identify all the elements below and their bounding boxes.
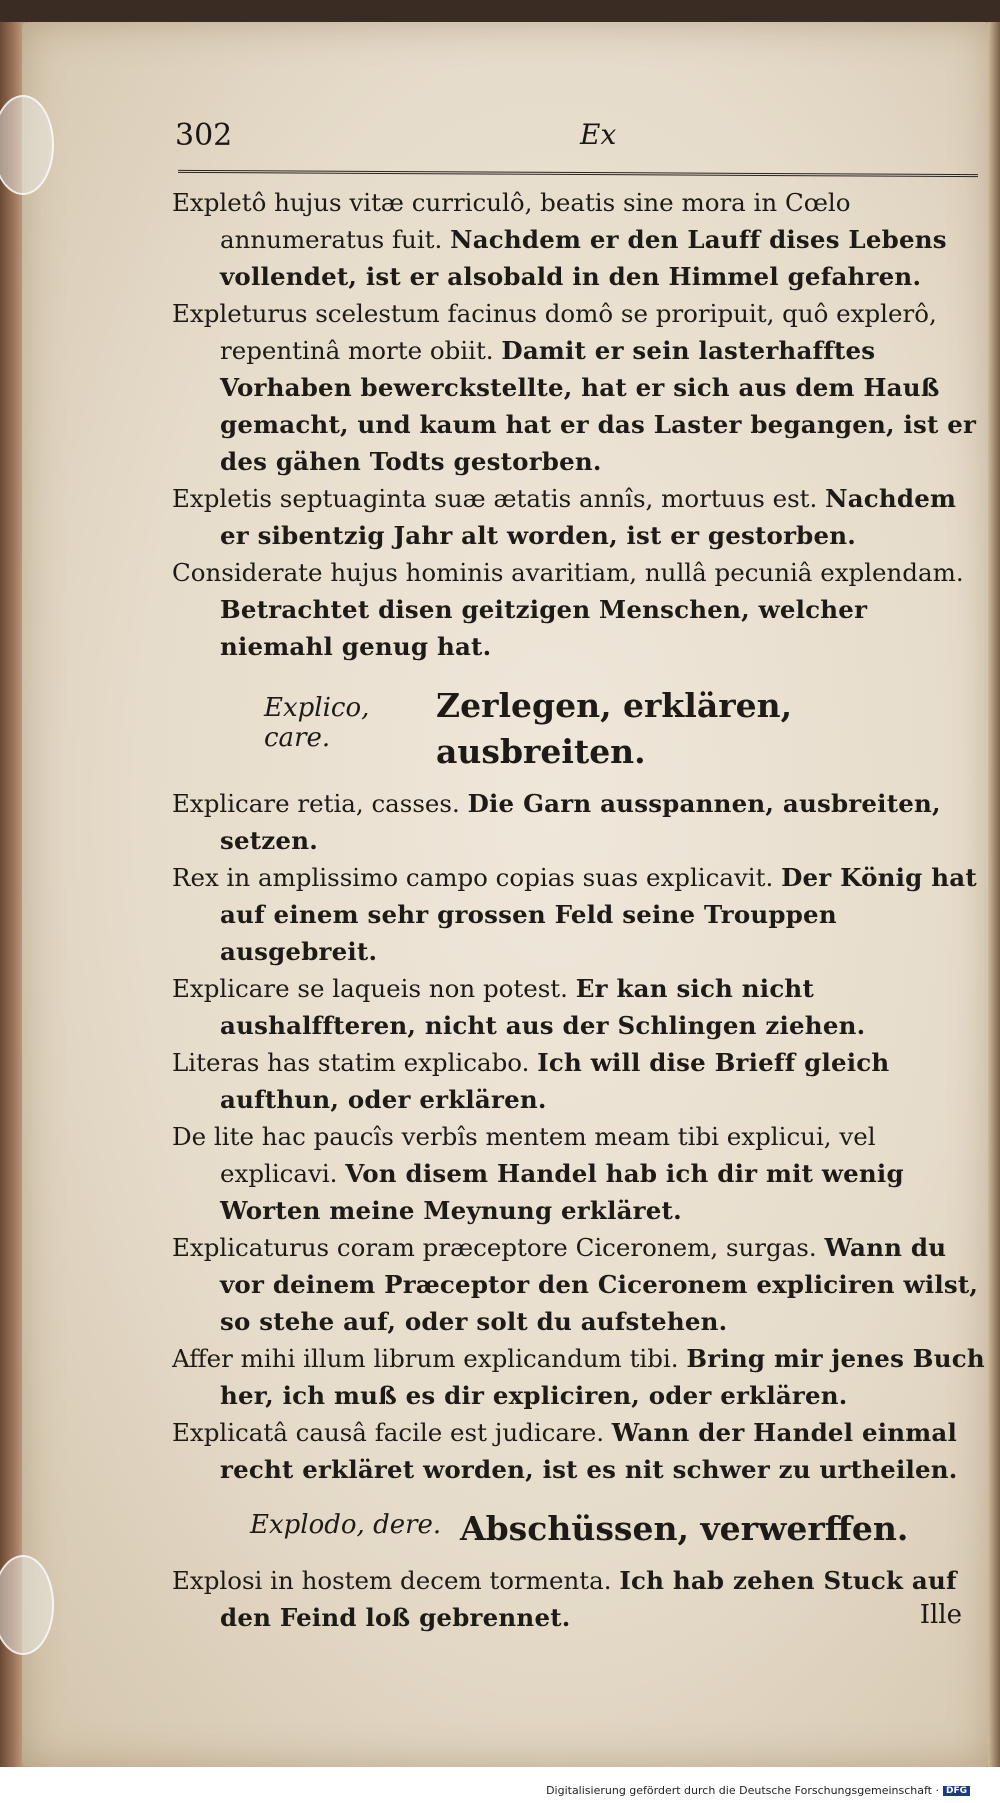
lemma-latin: Explico, care. bbox=[264, 693, 370, 753]
entry-latin: Rex in amplissimo campo copias suas explicavit. bbox=[172, 863, 774, 892]
entry-latin: Explicatâ causâ facile est judicare. bbox=[172, 1418, 604, 1447]
entries-top bbox=[172, 184, 986, 665]
entry-german: Damit er sein lasterhafftes Vorhaben bewerckstellte, hat er sich aus dem Hauß gemacht, und kaum hat er das Laster begangen, ist er des gähen Todts gestorben. bbox=[220, 336, 977, 476]
page-number: 302 bbox=[175, 118, 233, 153]
dictionary-entry bbox=[172, 859, 986, 970]
digitization-credit bbox=[546, 1784, 970, 1797]
entry-latin: Expleturus scelestum facinus domô se proripuit, quô explerô, repentinâ morte obiit. bbox=[172, 299, 937, 365]
entry-latin: Explicare se laqueis non potest. bbox=[172, 974, 568, 1003]
entry-latin: Expletô hujus vitæ curriculô, beatis sine mora in Cœlo annumeratus fuit. bbox=[172, 188, 851, 254]
entry-german: Der König hat auf einem sehr grossen Feld seine Trouppen ausgebreit. bbox=[220, 863, 977, 966]
dictionary-entry bbox=[172, 295, 986, 480]
entry-latin: Considerate hujus hominis avaritiam, nullâ pecuniâ explendam. bbox=[172, 558, 964, 587]
dictionary-entry bbox=[172, 785, 986, 859]
running-header bbox=[175, 118, 985, 154]
entries-explico bbox=[172, 785, 986, 1488]
lemma-latin: Explodo, dere. bbox=[250, 1510, 442, 1540]
entry-german: Wann du vor deinem Præceptor den Ciceronem expliciren wilst, so stehe auf, oder solt du aufstehen. bbox=[220, 1233, 979, 1336]
credit-text: Digitalisierung gefördert durch die Deutsche Forschungsgemeinschaft · bbox=[546, 1784, 939, 1797]
catchword: Ille bbox=[919, 1600, 962, 1630]
entries-explodo bbox=[172, 1562, 986, 1636]
running-head: Ex bbox=[580, 118, 617, 151]
dictionary-entry bbox=[172, 1229, 986, 1340]
dfg-logo: DFG bbox=[943, 1786, 970, 1796]
lemma-explodo bbox=[172, 1506, 986, 1552]
entry-german: Nachdem er sibentzig Jahr alt worden, ist er gestorben. bbox=[220, 484, 957, 550]
dictionary-entry bbox=[172, 554, 986, 665]
dictionary-entry bbox=[172, 1562, 986, 1636]
entry-latin: Expletis septuaginta suæ ætatis annîs, mortuus est. bbox=[172, 484, 818, 513]
entry-german: Bring mir jenes Buch her, ich muß es dir expliciren, oder erklären. bbox=[220, 1344, 985, 1410]
dictionary-entry bbox=[172, 1044, 986, 1118]
entry-latin: Affer mihi illum librum explicandum tibi. bbox=[172, 1344, 679, 1373]
entry-latin: Explicare retia, casses. bbox=[172, 789, 460, 818]
dictionary-entry bbox=[172, 184, 986, 295]
entry-german: Ich will dise Brieff gleich aufthun, oder erklären. bbox=[220, 1048, 890, 1114]
entry-german: Die Garn ausspannen, ausbreiten, setzen. bbox=[220, 789, 941, 855]
lemma-explico bbox=[172, 683, 986, 775]
entry-german: Ich hab zehen Stuck auf den Feind loß gebrennet. bbox=[220, 1566, 957, 1632]
dictionary-entry bbox=[172, 1340, 986, 1414]
entry-german: Nachdem er den Lauff dises Lebens vollendet, ist er alsobald in den Himmel gefahren. bbox=[220, 225, 947, 291]
entry-german: Von disem Handel hab ich dir mit wenig Worten meine Meynung erkläret. bbox=[220, 1159, 904, 1225]
page-edge bbox=[988, 22, 1000, 1767]
lemma-german: Zerlegen, erklären, ausbreiten. bbox=[436, 686, 793, 771]
entry-latin: Literas has statim explicabo. bbox=[172, 1048, 530, 1077]
page-text bbox=[172, 184, 986, 1636]
entry-latin: Explosi in hostem decem tormenta. bbox=[172, 1566, 612, 1595]
dictionary-entry bbox=[172, 970, 986, 1044]
dictionary-entry bbox=[172, 480, 986, 554]
entry-german: Wann der Handel einmal recht erkläret worden, ist es nit schwer zu urtheilen. bbox=[220, 1418, 958, 1484]
lemma-german: Abschüssen, verwerffen. bbox=[460, 1509, 909, 1548]
dictionary-entry bbox=[172, 1118, 986, 1229]
dictionary-entry bbox=[172, 1414, 986, 1488]
entry-german: Er kan sich nicht aushalffteren, nicht aus der Schlingen ziehen. bbox=[220, 974, 866, 1040]
entry-latin: Explicaturus coram præceptore Ciceronem, surgas. bbox=[172, 1233, 817, 1262]
entry-latin: De lite hac paucîs verbîs mentem meam tibi explicui, vel explicavi. bbox=[172, 1122, 876, 1188]
entry-german: Betrachtet disen geitzigen Menschen, welcher niemahl genug hat. bbox=[220, 595, 868, 661]
